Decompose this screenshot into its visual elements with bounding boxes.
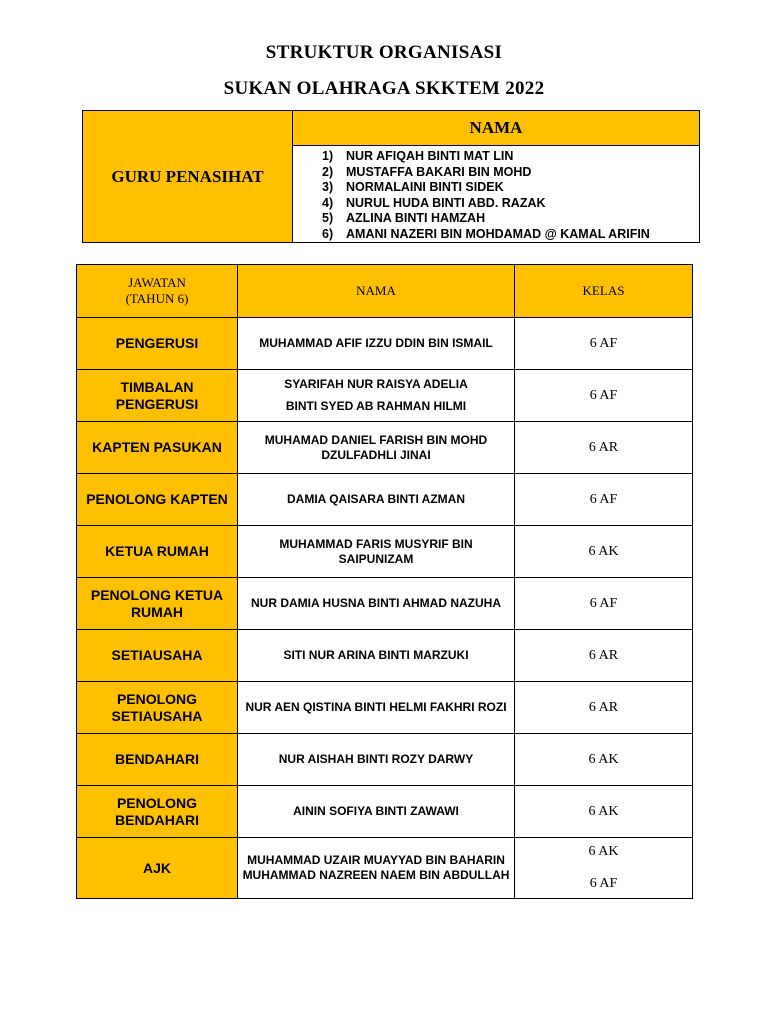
kelas-cell: 6 AR [515,682,693,734]
guru-names-cell [293,146,700,243]
jawatan-cell: PENOLONG SETIAUSAHA [77,682,238,734]
table-row [77,630,693,682]
nama-cell: NUR AISHAH BINTI ROZY DARWY [238,734,515,786]
list-item: 6) AMANI NAZERI BIN MOHDAMAD @ KAMAL ARIFIN [322,226,650,241]
jawatan-cell: BENDAHARI [77,734,238,786]
table-header-row [77,265,693,318]
jawatan-cell: PENGERUSI [77,318,238,370]
table-row [77,370,693,422]
nama-cell: NUR AEN QISTINA BINTI HELMI FAKHRI ROZI [238,682,515,734]
jawatan-cell: PENOLONG KAPTEN [77,474,238,526]
nama-cell: AININ SOFIYA BINTI ZAWAWI [238,786,515,838]
nama-cell: MUHAMMAD UZAIR MUAYYAD BIN BAHARIN MUHAMMAD NAZREEN NAEM BIN ABDULLAH [238,838,515,899]
kelas-cell: 6 AF [515,578,693,630]
table-row [77,838,693,899]
jawatan-cell: PENOLONG BENDAHARI [77,786,238,838]
list-item: 2) MUSTAFFA BAKARI BIN MOHD [322,164,532,179]
document-title: STRUKTUR ORGANISASI [265,42,503,63]
list-item: 4) NURUL HUDA BINTI ABD. RAZAK [322,195,546,210]
header-nama: NAMA [238,265,515,318]
kelas-cell: 6 AK [515,526,693,578]
guru-nama-header: NAMA [293,111,700,146]
nama-cell: MUHAMAD DANIEL FARISH BIN MOHD DZULFADHLI JINAI [238,422,515,474]
jawatan-cell: KETUA RUMAH [77,526,238,578]
nama-cell: SITI NUR ARINA BINTI MARZUKI [238,630,515,682]
nama-cell: SYARIFAH NUR RAISYA ADELIA BINTI SYED AB RAHMAN HILMI [238,370,515,422]
list-item: 3) NORMALAINI BINTI SIDEK [322,180,504,194]
jawatan-cell: SETIAUSAHA [77,630,238,682]
header-kelas: KELAS [515,265,693,318]
table-row [77,578,693,630]
table-row [77,682,693,734]
kelas-cell: 6 AF [515,474,693,526]
kelas-cell: 6 AR [515,630,693,682]
nama-cell: NUR DAMIA HUSNA BINTI AHMAD NAZUHA [238,578,515,630]
kelas-cell: 6 AK [515,786,693,838]
list-item: 5) AZLINA BINTI HAMZAH [322,211,486,225]
document-subtitle: SUKAN OLAHRAGA SKKTEM 2022 [223,78,545,99]
committee-table [76,264,693,899]
jawatan-cell: AJK [77,838,238,899]
list-item: 1) NUR AFIQAH BINTI MAT LIN [322,149,514,163]
guru-penasihat-table [82,110,700,243]
guru-penasihat-label: GURU PENASIHAT [83,111,293,243]
kelas-cell: 6 AF [515,318,693,370]
kelas-cell: 6 AK [515,734,693,786]
nama-cell: MUHAMMAD AFIF IZZU DDIN BIN ISMAIL [238,318,515,370]
table-row [77,422,693,474]
kelas-cell: 6 AF [515,370,693,422]
jawatan-cell: KAPTEN PASUKAN [77,422,238,474]
table-row [77,474,693,526]
kelas-cell: 6 AR [515,422,693,474]
table-row [77,786,693,838]
table-row [77,318,693,370]
jawatan-cell: PENOLONG KETUA RUMAH [77,578,238,630]
table-row [77,734,693,786]
kelas-cell: 6 AK 6 AF [515,838,693,899]
jawatan-cell: TIMBALAN PENGERUSI [77,370,238,422]
nama-cell: MUHAMMAD FARIS MUSYRIF BIN SAIPUNIZAM [238,526,515,578]
guru-names-list [293,149,699,242]
header-jawatan: JAWATAN (TAHUN 6) [77,265,238,318]
nama-cell: DAMIA QAISARA BINTI AZMAN [238,474,515,526]
table-row [77,526,693,578]
